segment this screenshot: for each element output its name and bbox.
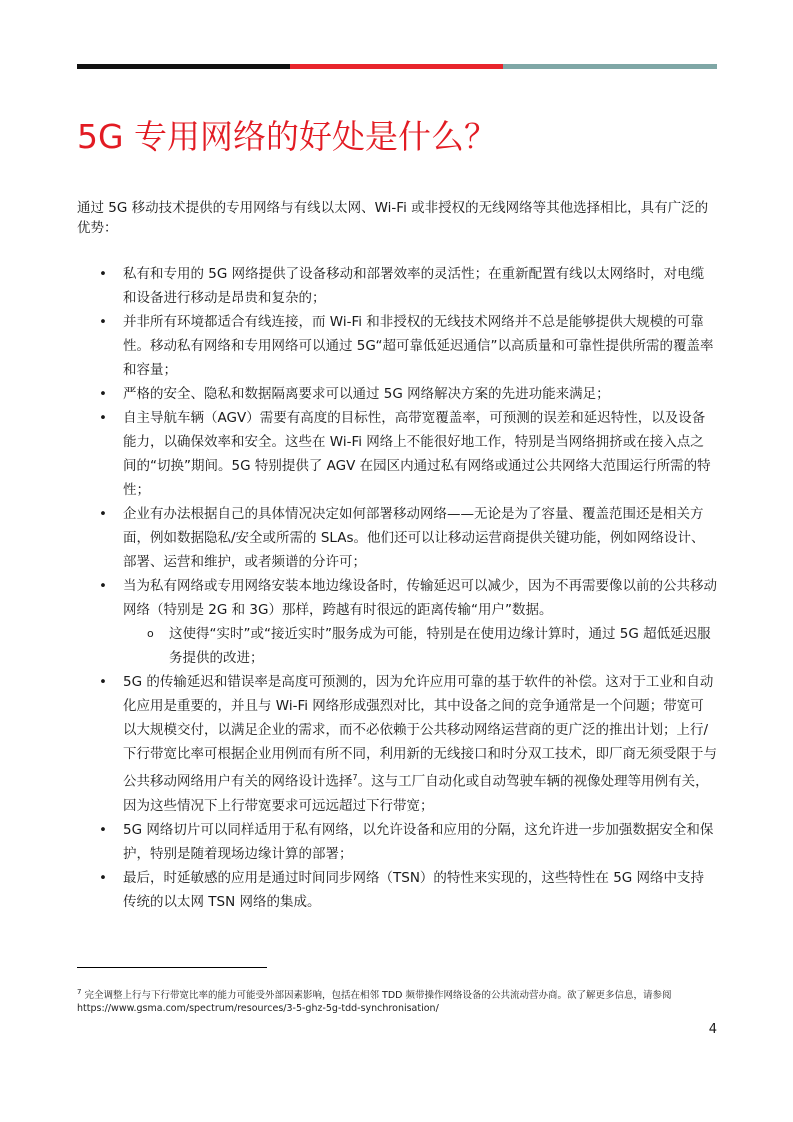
list-item bbox=[77, 818, 717, 866]
list-item bbox=[77, 574, 717, 670]
list-item-text: 并非所有环境都适合有线连接，而 Wi-Fi 和非授权的无线技术网络并不总是能够提供大规模的可靠性。移动私有网络和专用网络可以通过 5G“超可靠低延迟通信”以高质量和可靠性提供所需的覆盖率和容量； bbox=[123, 314, 714, 378]
list-item-text: 当为私有网络或专用网络安装本地边缘设备时，传输延迟可以减少，因为不再需要像以前的公共移动网络（特别是 2G 和 3G）那样，跨越有时很远的距离传输“用户”数据。 bbox=[123, 578, 717, 618]
footnote-divider bbox=[77, 967, 267, 968]
list-item bbox=[77, 310, 717, 382]
list-item bbox=[77, 670, 717, 818]
intro-paragraph: 通过 5G 移动技术提供的专用网络与有线以太网、Wi-Fi 或非授权的无线网络等其他选择相比，具有广泛的优势： bbox=[77, 200, 709, 236]
header-bar-red bbox=[290, 64, 503, 69]
hollow-circle-icon: o bbox=[147, 627, 154, 640]
list-item-text: 最后，时延敏感的应用是通过时间同步网络（TSN）的特性来实现的，这些特性在 5G 网络中支持传统的以太网 TSN 网络的集成。 bbox=[123, 869, 705, 910]
footnote-text: 完全调整上行与下行带宽比率的能力可能受外部因素影响，包括在相邻 TDD 频带操作网络设备的公共流动营办商。欲了解更多信息，请参阅 https://www.gsma.com/spectrum/resources/3-5-ghz-5g-tdd-synchronisation/ bbox=[77, 990, 672, 1015]
list-item-text: 企业有办法根据自己的具体情况决定如何部署移动网络——无论是为了容量、覆盖范围还是相关方面，例如数据隐私/安全或所需的 SLAs。他们还可以让移动运营商提供关键功能，例如网络设计、部署、运营和维护，或者频谱的分许可； bbox=[123, 506, 705, 570]
sub-list-item-text: 这使得“实时”或“接近实时”服务成为可能，特别是在使用边缘计算时，通过 5G 超低延迟服务提供的改进； bbox=[169, 626, 711, 666]
sub-list-item bbox=[123, 622, 717, 670]
header-bar-black bbox=[77, 64, 290, 69]
list-item-text: 私有和专用的 5G 网络提供了设备移动和部署效率的灵活性；在重新配置有线以太网络时，对电缆和设备进行移动是昂贵和复杂的； bbox=[123, 266, 705, 306]
footnote-mark: 7 bbox=[77, 988, 82, 996]
list-item-text-tail: 。这与工厂自动化或自动驾驶车辆的视像处理等用例有关，因为这些情况下上行带宽要求可远远超过下行带宽； bbox=[123, 773, 709, 814]
bullet-icon: • bbox=[99, 410, 107, 426]
list-item-text: 自主导航车辆（AGV）需要有高度的目标性，高带宽覆盖率，可预测的误差和延迟特性，以及设备能力，以确保效率和安全。这些在 Wi-Fi 网络上不能很好地工作，特别是当网络拥挤或在接入点之间的“切换”期间。5G 特别提供了 AGV 在园区内通过私有网络或通过公共网络大范围运行所需的特性； bbox=[123, 410, 711, 498]
benefits-list bbox=[77, 262, 717, 914]
header-bar-teal bbox=[503, 64, 717, 69]
sub-list bbox=[123, 622, 717, 670]
list-item-text: 5G 的传输延迟和错误率是高度可预测的，因为允许应用可靠的基于软件的补偿。这对于工业和自动化应用是重要的，并且与 Wi-Fi 网络形成强烈对比，其中设备之间的竞争通常是一个问题；带宽可以大规模交付，以满足企业的需求，而不必依赖于公共移动网络运营商的更广泛的推出计划；上行/下行带宽比率可根据企业用例而有所不同，利用新的无线接口和时分双工技术，即厂商无须受限于与公共移动网络用户有关的网络设计选择 bbox=[123, 674, 717, 790]
header-color-bar bbox=[77, 64, 717, 69]
bullet-icon: • bbox=[99, 821, 107, 838]
page-number: 4 bbox=[708, 1022, 717, 1037]
list-item bbox=[77, 406, 717, 502]
footnote-reference[interactable]: 7 bbox=[352, 773, 358, 782]
list-item bbox=[77, 262, 717, 310]
list-item bbox=[77, 382, 717, 406]
bullet-icon: • bbox=[99, 578, 107, 594]
list-item-text: 5G 网络切片可以同样适用于私有网络，以允许设备和应用的分隔，这允许进一步加强数据安全和保护，特别是随着现场边缘计算的部署； bbox=[123, 821, 714, 862]
list-item-text: 严格的安全、隐私和数据隔离要求可以通过 5G 网络解决方案的先进功能来满足； bbox=[123, 386, 610, 402]
bullet-icon: • bbox=[99, 674, 107, 690]
list-item bbox=[77, 502, 717, 574]
bullet-icon: • bbox=[99, 386, 107, 402]
bullet-icon: • bbox=[99, 314, 107, 330]
list-item bbox=[77, 866, 717, 914]
bullet-icon: • bbox=[99, 506, 107, 522]
page-title: 5G 专用网络的好处是什么？ bbox=[77, 117, 498, 156]
footnote bbox=[77, 986, 717, 1015]
bullet-icon: • bbox=[99, 266, 107, 282]
bullet-icon: • bbox=[99, 869, 107, 886]
